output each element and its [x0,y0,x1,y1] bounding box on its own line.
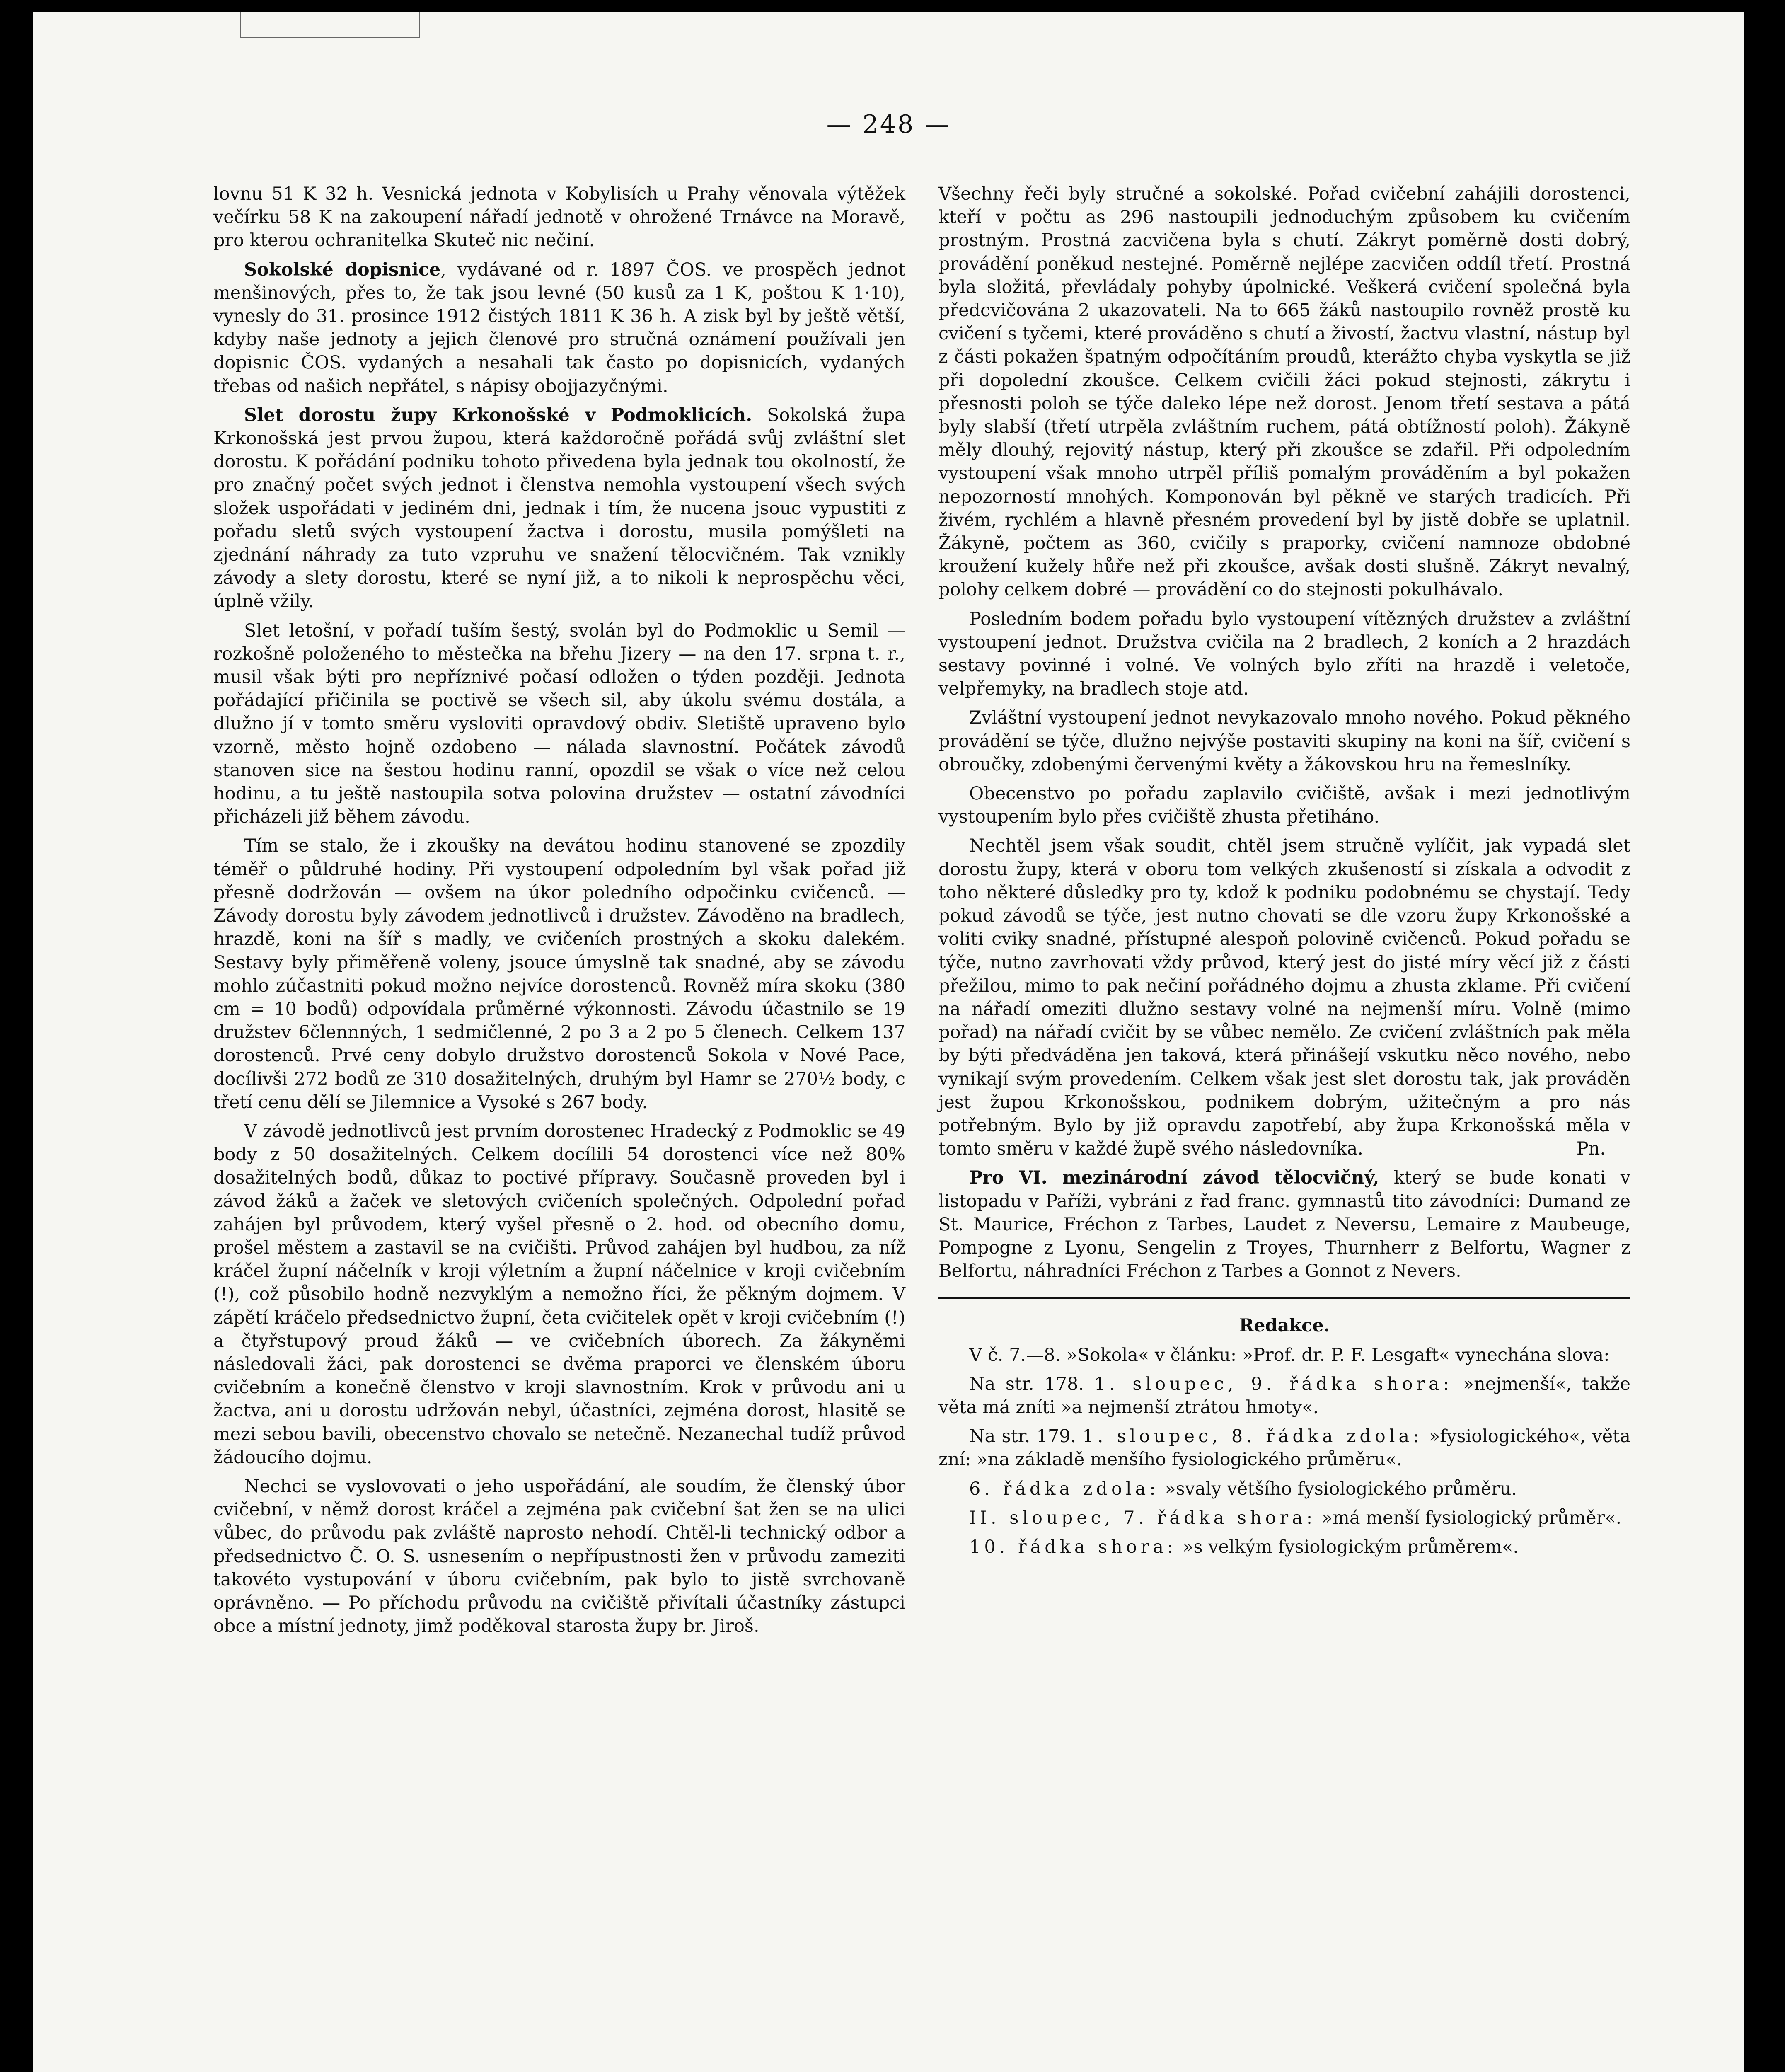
erratum-item: Na str. 178. 1. sloupec, 9. řádka shora: »nejmenší«, takže věta má zníti »a nejmenší ztrátou hmoty«. [938,1373,1631,1418]
left-column [213,182,905,1644]
paragraph: Obecenstvo po pořadu zaplavilo cvičiště, avšak i mezi jednotlivým vystoupením bylo přes cvičiště zhusta přetiháno. [938,783,1630,828]
erratum-item: V č. 7.—8. »Sokola« v článku: »Prof. dr. P. F. Lesgaft« vynechána slova: [969,1344,1610,1365]
paragraph-lead: Sokolské dopisnice [244,259,441,280]
page-number: — 248 — [826,110,951,139]
erratum-item: 6. řádka zdola: »svaly většího fysiologického průměru. [969,1478,1517,1499]
erratum-item: II. sloupec, 7. řádka shora: »má menší fysiologický průměr«. [969,1507,1622,1528]
page-sheet [33,12,1744,2072]
author-signoff: Pn. [1576,1138,1606,1159]
paragraph-lead: Pro VI. mezinárodní závod tělocvičný, [969,1167,1379,1188]
erratum-item: Na str. 179. 1. sloupec, 8. řádka zdola: »fysiologického«, věta zní: »na základě menšího fysiologického průměru«. [938,1426,1630,1470]
paragraph: Nechci se vyslovovati o jeho uspořádání, ale soudím, že členský úbor cvičební, v němž dorost kráčel a zejména pak cvičební šat žen se na ulici vůbec, do průvodu pak zvláště naprosto nehodí. Chtěl-li technický odbor a předsednictvo Č. O. S. usnesením o nepřípustnosti žen v průvodu zameziti takovéto vystupování v úboru cvičebním, pak bylo to jistě svrchovaně oprávněno. — Po příchodu průvodu na cvičiště přivítali účastníky zástupci obce a místní jednoty, jimž poděkoval starosta župy br. Jiroš. [213,1476,905,1637]
paragraph: Nechtěl jsem však soudit, chtěl jsem stručně vylíčit, jak vypadá slet dorostu župy, která v oboru tom velkých zkušeností si získala a odvodit z toho některé důsledky pro ty, kdož k podniku podobnému se chystají. Tedy pokud závodů se týče, jest nutno chovati se dle vzoru župy Krkonošské a voliti cviky snadné, přístupné alespoň polovině cvičenců. Pokud pořadu se týče, nutno zavrhovati vždy průvod, který jest do jisté míry věcí již z části přežilou, mimo to pak nečiní pořádného dojmu a zhusta zklame. Při cvičení na nářadí omeziti dlužno sestavy volné na nejmenší míru. Volně (mimo pořad) na nářadí cvičit by se vůbec nemělo. Ze cvičení zvláštních pak měla by býti předváděna jen taková, která přinášejí vskutku něco nového, nebo vynikají svým provedením. Celkem však jest slet dorostu tak, jak prováděn jest župou Krkonošskou, podnikem dobrým, užitečným a pro nás potřebným. Bylo by již opravdu zapotřebí, aby župa Krkonošská měla v tomto směru v každé župě svého následovníka. Pn. [938,834,1630,1160]
paragraph-lead: Slet dorostu župy Krkonošské v Podmoklicích. [244,404,752,426]
paragraph: Tím se stalo, že i zkoušky na devátou hodinu stanovené se zpozdily téměř o půldruhé hodiny. Při vystoupení odpoledním byl však pořad již přesně dodržován — ovšem na úkor poledního odpočinku cvičenců. — Závody dorostu byly závodem jednotlivců i družstev. Závoděno na bradlech, hrazdě, koni na šíř s madly, ve cvičeních prostných a skoku dalekém. Sestavy byly přiměřeně voleny, jsouce úmyslně tak snadné, aby se závodu mohlo zúčastniti pokud možno nejvíce dorostenců. Rovněž míra skoku (380 cm = 10 bodů) odpovídala průměrné výkonnosti. Závodu účastnilo se 19 družstev 6člennných, 1 sedmičlenné, 2 po 3 a 2 po 5 členech. Celkem 137 dorostenců. Prvé ceny dobylo družstvo dorostenců Sokola v Nové Pace, docílivši 272 bodů ze 310 dosažitelných, druhým byl Hamr se 270½ body, c třetí cenu dělí se Jilemnice a Vysoké s 267 body. [213,835,905,1113]
paragraph: Všechny řeči byly stručné a sokolské. Pořad cvičební zahájili dorostenci, kteří v počtu as 296 nastoupili jednoduchým způsobem ku cvičením prostným. Prostná zacvičena byla s chutí. Zákryt poměrně dosti dobrý, provádění poněkud nestejné. Poměrně nejlépe zacvičen oddíl třetí. Prostná byla složitá, převládaly pohyby úpolnické. Veškerá cvičení společná byla předcvičována 2 ukazovateli. Na to 665 žáků nastoupilo rovněž prostě ku cvičení s tyčemi, které prováděno s chutí a živostí, žactvu vlastní, nástup byl z části pokažen špatným odpočítáním proudů, kterážto chyba vyskytla se již při dopolední zkoušce. Celkem cvičili žáci pokud stejnosti, zákrytu i přesnosti poloh se týče daleko lépe než dorost. Jenom třetí sestava a pátá byly slabší (třetí utrpěla zvláštním ruchem, pátá obtížností poloh). Žákyně měly dlouhý, rejovitý nástup, který při zkoušce se zdařil. Při odpoledním vystoupení však mnoho utrpěl příliš pomalým prováděním a byl pokažen nepozorností mnohých. Komponován byl pěkně ve starých tradicích. Při živém, rychlém a hlavně přesném provedení byl by jistě dobře se uplatnil. Žákyně, počtem as 360, cvičily s praporky, cvičení namnoze obdobné kroužení kužely hůře než při zkoušce, avšak dosti slušně. Zákryt nevalný, polohy celkem dobré — provádění co do stejnosti pokulhávalo. [938,184,1630,600]
binding-mark [240,12,420,38]
paragraph: lovnu 51 K 32 h. Vesnická jednota v Kobylisích u Prahy věnovala výtěžek večírku 58 K na zakoupení nářadí jednotě v ohrožené Trnávce na Moravě, pro kterou ochranitelka Skuteč nic nečiní. [213,184,905,251]
paragraph: Posledním bodem pořadu bylo vystoupení vítězných družstev a zvláštní vystoupení jednot. Družstva cvičila na 2 bradlech, 2 koních a 2 hrazdách sestavy povinné i volné. Ve volných bylo zříti na hrazdě i veletoče, velpřemyky, na bradlech stoje atd. [938,608,1630,700]
paragraph: Slet letošní, v pořadí tuším šestý, svolán byl do Podmoklic u Semil — rozkošně položeného to městečka na břehu Jizery — na den 17. srpna t. r., musil však býti pro nepříznivé počasí odložen o týden později. Jednota pořádající přičinila se poctivě se všech sil, aby úkolu svému dostála, a dlužno jí v tomto směru vysloviti opravdový obdiv. Sletiště upraveno bylo vzorně, město hojně ozdobeno — nálada slavnostní. Počátek závodů stanoven sice na šestou hodinu ranní, opozdil se však o více než celou hodinu, a tu ještě nastoupila sotva polovina družstev — ostatní závodníci přicházeli již během závodu. [213,620,905,828]
right-column [938,182,1630,1564]
paragraph: Sokolské dopisnice, vydávané od r. 1897 ČOS. ve prospěch jednot menšinových, přes to, že tak jsou levné (50 kusů za 1 K, poštou K 1·10), vynesly do 31. prosince 1912 čistých 1811 K 36 h. A zisk byl by ještě větší, kdyby naše jednoty a jejich členové pro stručná oznámení používali jen dopisnic ČOS. vydaných a nesahali tak často po dopisnicích, vydaných třebas od našich nepřátel, s nápisy obojjazyčnými. [213,259,905,397]
redakce-heading: Redakce. [1239,1315,1330,1336]
paragraph: Slet dorostu župy Krkonošské v Podmoklicích. Sokolská župa Krkonošská jest prvou župou, která každoročně pořádá svůj zvláštní slet dorostu. K pořádání podniku tohoto přivedena byla jednak tou okolností, že pro značný počet svých jednot i členstva nemohla vystoupení všech svých složek uspořádati v jediném dni, jednak i tím, že nucena jsouc vypustiti z pořadu sletů svých vystoupení žactva i dorostu, musila pomýšleti na zjednání náhrady za tuto vzpruhu ve snažení tělocvičném. Tak vznikly závody a slety dorostu, které se nyní již, a to nikoli k neprospěchu věci, úplně vžily. [213,404,905,612]
paragraph: Pro VI. mezinárodní závod tělocvičný, který se bude konati v listopadu v Paříži, vybráni z řad franc. gymnastů tito závodníci: Dumand ze St. Maurice, Fréchon z Tarbes, Laudet z Neversu, Lemaire z Maubeuge, Pompogne z Lyonu, Sengelin z Troyes, Thurnherr z Belfortu, Wagner z Belfortu, náhradníci Fréchon z Tarbes a Gonnot z Nevers. [938,1167,1630,1282]
paragraph: V závodě jednotlivců jest prvním dorostenec Hradecký z Podmoklic se 49 body z 50 dosažitelných. Celkem docílili 54 dorostenci více než 80% dosažitelných bodů, důkaz to poctivé přípravy. Současně proveden byl i závod žáků a žaček ve sletových cvičeních společných. Odpolední pořad zahájen byl průvodem, který vyšel přesně o 2. hod. od obecního domu, prošel městem a zastavil se na cvičišti. Průvod zahájen byl hudbou, za níž kráčel župní náčelník v kroji výletním a župní náčelnice v kroji cvičebním (!), což působilo hodně nezvyklým a nemožno říci, že pěkným dojmem. V zápětí kráčelo předsednictvo župní, četa cvičitelek opět v kroji cvičebním (!) a čtyřstupový proud žáků — ve cvičebních úborech. Za žákyněmi následovali žáci, pak dorostenci se dvěma praporci ve členském úboru cvičebním a konečně členstvo v kroji slavnostním. Krok v průvodu ani u žactva, ani u dorostu udržován nebyl, účastníci, zejména dorost, hlasitě se mezi sebou bavili, obecenstvo chovalo se netečně. Nezanechal tudíž průvod žádoucího dojmu. [213,1121,905,1468]
section-divider [938,1297,1630,1299]
paragraph: Zvláštní vystoupení jednot nevykazovalo mnoho nového. Pokud pěkného provádění se týče, dlužno nejvýše postaviti skupiny na koni na šíř, cvičení s obroučky, zdobenými červenými květy a žákovskou hru na řemeslníky. [938,707,1630,775]
erratum-item: 10. řádka shora: »s velkým fysiologickým průměrem«. [969,1536,1519,1557]
